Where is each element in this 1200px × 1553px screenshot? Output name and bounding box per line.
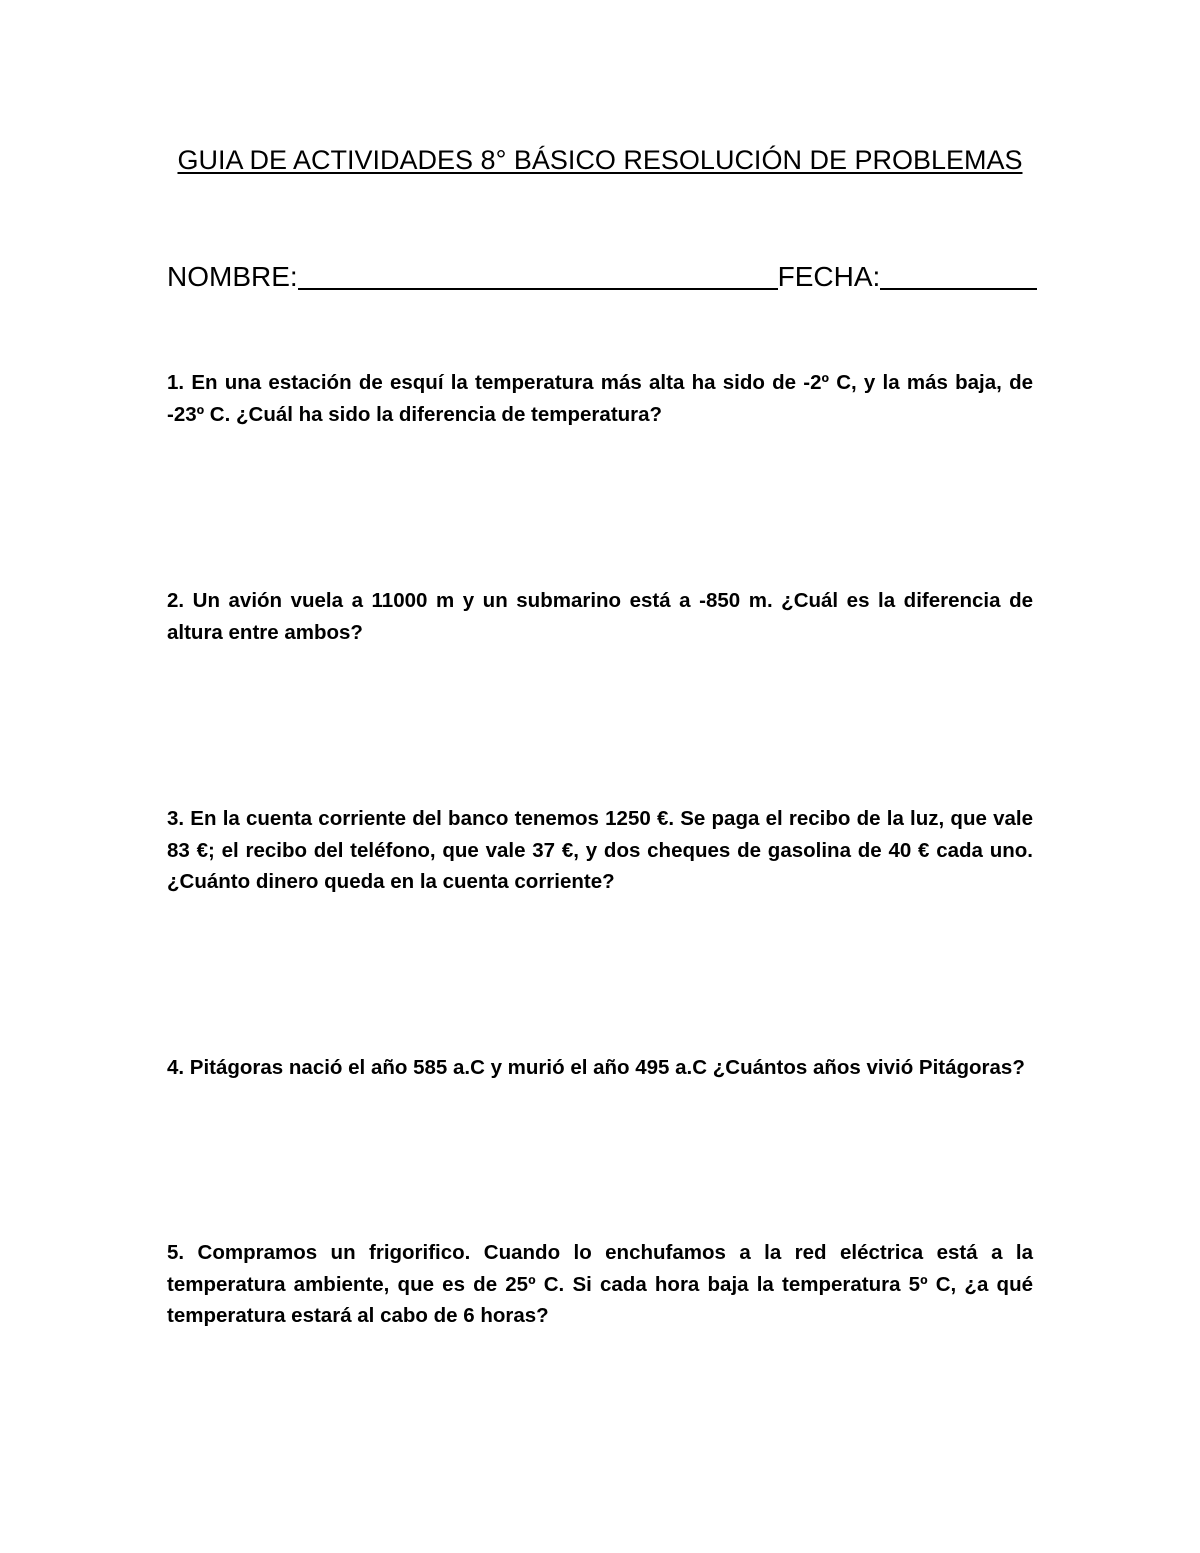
page-title: GUIA DE ACTIVIDADES 8° BÁSICO RESOLUCIÓN DE PROBLEMAS: [177, 145, 1023, 175]
date-blank-line[interactable]: [880, 258, 1037, 290]
date-label: FECHA:: [777, 261, 881, 292]
problem-2: 2. Un avión vuela a 11000 m y un submarino está a -850 m. ¿Cuál es la diferencia de altura entre ambos?: [167, 589, 1033, 644]
problem-1: 1. En una estación de esquí la temperatura más alta ha sido de -2º C, y la más baja, de -23º C. ¿Cuál ha sido la diferencia de temperatura?: [167, 371, 1033, 426]
problem-4: 4. Pitágoras nació el año 585 a.C y murió el año 495 a.C ¿Cuántos años vivió Pitágoras?: [167, 1056, 1025, 1079]
problem-3: 3. En la cuenta corriente del banco tenemos 1250 €. Se paga el recibo de la luz, que vale 83 €; el recibo del teléfono, que vale 37 €, y dos cheques de gasolina de 40 € cada uno. ¿Cuánto dinero queda en la cuenta corriente?: [167, 807, 1033, 893]
student-info-row: [167, 256, 1037, 296]
name-label: NOMBRE:: [167, 261, 298, 292]
name-blank-line[interactable]: [298, 258, 778, 290]
problem-5: 5. Compramos un frigorifico. Cuando lo enchufamos a la red eléctrica está a la temperatura ambiente, que es de 25º C. Si cada hora baja la temperatura 5º C, ¿a qué temperatura estará al cabo de 6 horas?: [167, 1241, 1033, 1327]
